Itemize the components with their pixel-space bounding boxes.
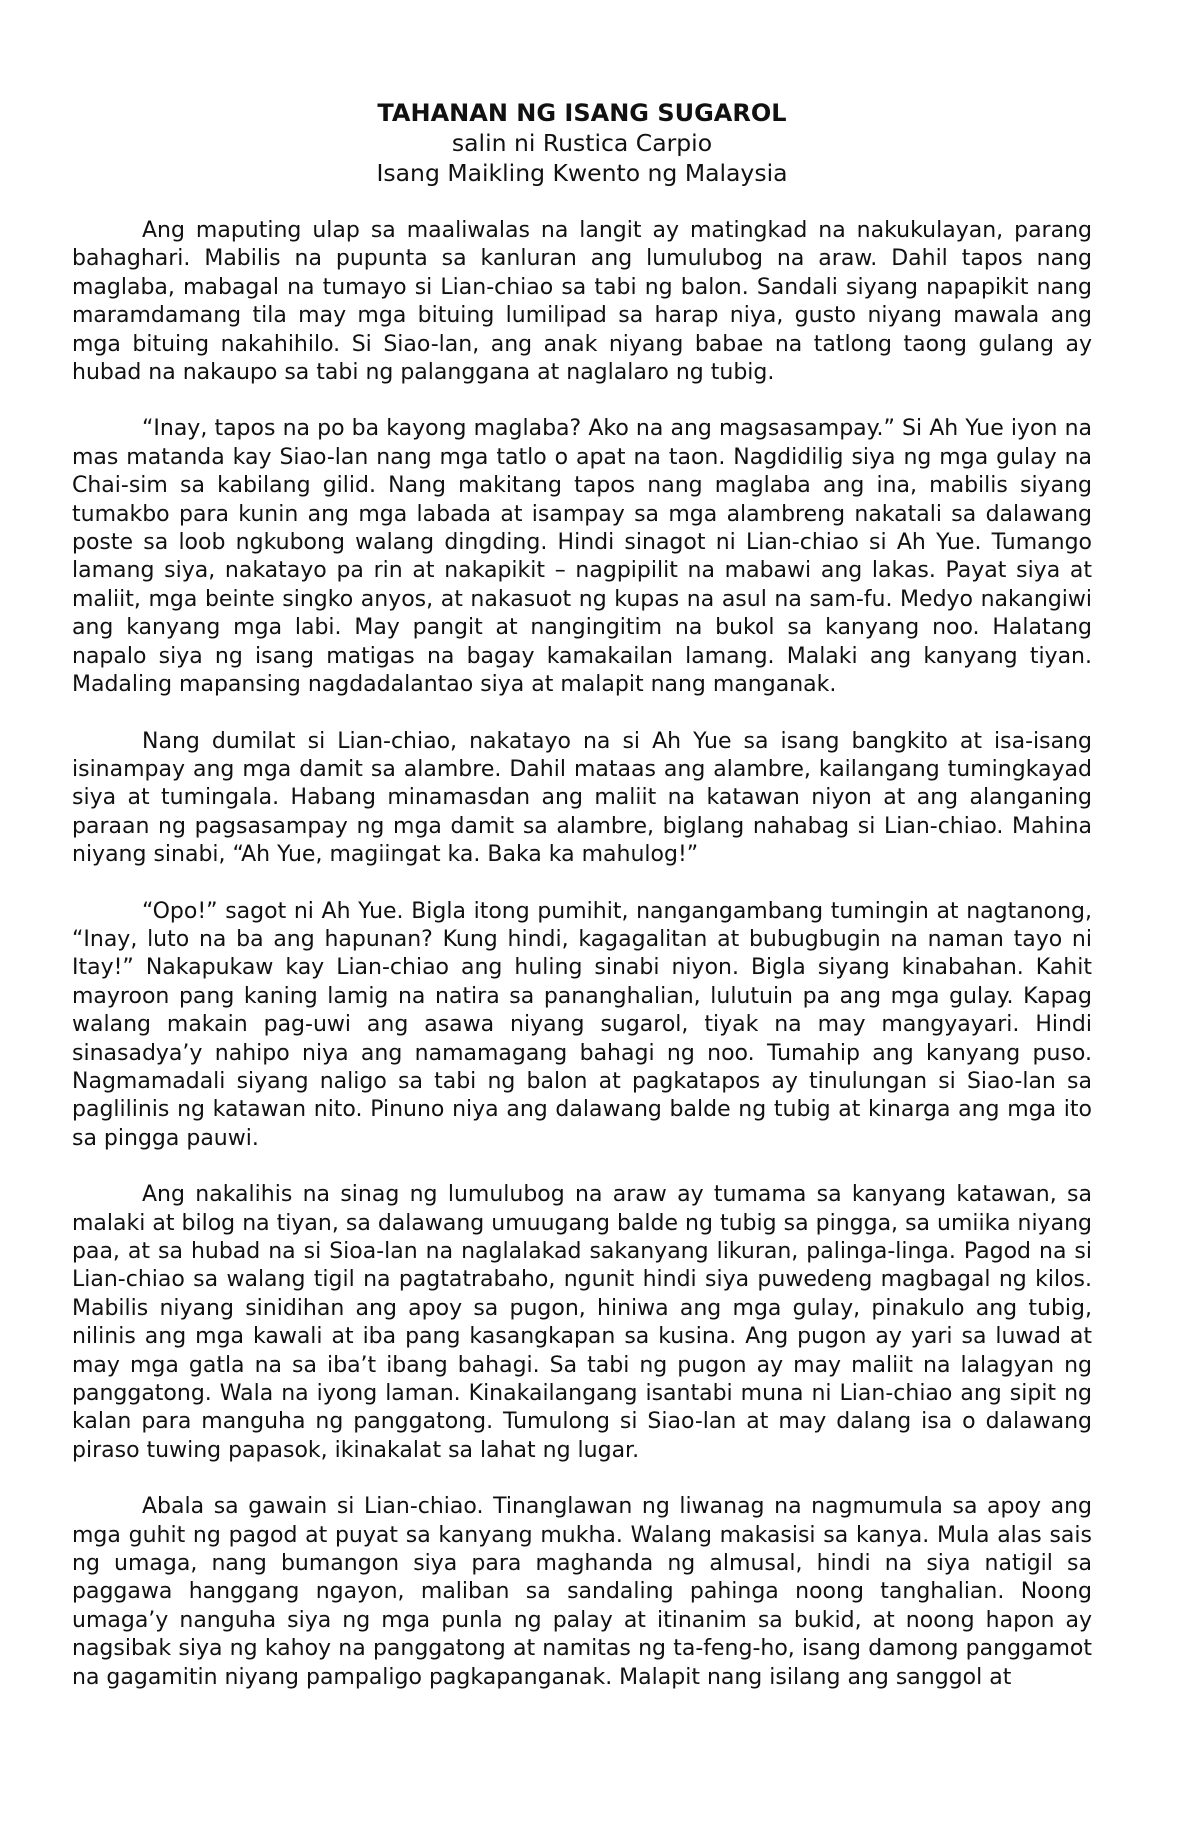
genre-line: Isang Maikling Kwento ng Malaysia — [376, 159, 788, 187]
paragraph-5: Ang nakalihis na sinag ng lumulubog na araw ay tumama sa kanyang katawan, sa malaki at bilog na tiyan, sa dalawang umuugang balde ng tubig sa pingga, sa umiika niyang paa, at sa hubad na si Sioa-lan na naglalakad sakanyang likuran, palinga-linga. Pagod na si Lian-chiao sa walang tigil na pagtatrabaho, ngunit hindi siya puwedeng magbagal ng kilos. Mabilis niyang sinidihan ang apoy sa pugon, hiniwa ang mga gulay, pinakulo ang tubig, nilinis ang mga kawali at iba pang kasangkapan sa kusina. Ang pugon ay yari sa luwad at may mga gatla na sa iba’t ibang bahagi. Sa tabi ng pugon ay may maliit na lalagyan ng panggatong. Wala na iyong laman. Kinakailangang isantabi muna ni Lian-chiao ang sipit ng kalan para manguha ng panggatong. Tumulong si Siao-lan at may dalang isa o dalawang piraso tuwing papasok, ikinakalat sa lahat ng lugar. — [72, 1182, 1092, 1463]
paragraph-2: “Inay, tapos na po ba kayong maglaba? Ako na ang magsasampay.” Si Ah Yue iyon na mas matanda kay Siao-lan nang mga tatlo o apat na taon. Nagdidilig siya ng mga gulay na Chai-sim sa kabilang gilid. Nang makitang tapos nang maglaba ang ina, mabilis siyang tumakbo para kunin ang mga labada at isampay sa mga alambreng nakatali sa dalawang poste sa loob ngkubong walang dingding. Hindi sinagot ni Lian-chiao si Ah Yue. Tumango lamang siya, nakatayo pa rin at nakapikit – nagpipilit na mabawi ang lakas. Payat siya at maliit, mga beinte singko anyos, at nakasuot ng kupas na asul na sam-fu. Medyo nakangiwi ang kanyang mga labi. May pangit at nangingitim na bukol sa kanyang noo. Halatang napalo siya ng isang matigas na bagay kamakailan lamang. Malaki ang kanyang tiyan. Madaling mapansing nagdadalantao siya at malapit nang manganak. — [72, 416, 1092, 698]
paragraph-1: Ang maputing ulap sa maaliwalas na langit ay matingkad na nakukulayan, parang bahaghari. Mabilis na pupunta sa kanluran ang lumulubog na araw. Dahil tapos nang maglaba, mabagal na tumayo si Lian-chiao sa tabi ng balon. Sandali siyang napapikit nang maramdamang tila may mga bituing lumilipad sa harap niya, gusto niyang mawala ang mga bituing nakahihilo. Si Siao-lan, ang anak niyang babae na tatlong taong gulang ay hubad na nakaupo sa tabi ng palanggana at naglalaro ng tubig. — [72, 218, 1092, 386]
translator-line: salin ni Rustica Carpio — [451, 129, 713, 157]
story-body — [72, 217, 1092, 1692]
paragraph-4: “Opo!” sagot ni Ah Yue. Bigla itong pumihit, nangangambang tumingin at nagtanong, “Inay, luto na ba ang hapunan? Kung hindi, kagagalitan at bubugbugin na naman tayo ni Itay!” Nakapukaw kay Lian-chiao ang huling sinabi niyon. Bigla siyang kinabahan. Kahit mayroon pang kaning lamig na natira sa pananghalian, lulutuin pa ang mga gulay. Kapag walang makain pag-uwi ang asawa niyang sugarol, tiyak na may mangyayari. Hindi sinasadya’y nahipo niya ang namamagang bahagi ng noo. Tumahip ang kanyang puso. Nagmamadali siyang naligo sa tabi ng balon at pagkatapos ay tinulungan si Siao-lan sa paglilinis ng katawan nito. Pinuno niya ang dalawang balde ng tubig at kinarga ang mga ito sa pingga pauwi. — [72, 898, 1092, 1151]
paragraph-6: Abala sa gawain si Lian-chiao. Tinanglawan ng liwanag na nagmumula sa apoy ang mga guhit ng pagod at puyat sa kanyang mukha. Walang makasisi sa kanya. Mula alas sais ng umaga, nang bumangon siya para maghanda ng almusal, hindi na siya natigil sa paggawa hanggang ngayon, maliban sa sandaling pahinga noong tanghalian. Noong umaga’y nanguha siya ng mga punla ng palay at itinanim sa bukid, at noong hapon ay nagsibak siya ng kahoy na panggatong at namitas ng ta-feng-ho, isang damong panggamot na gagamitin niyang pampaligo pagkapanganak. Malapit nang isilang ang sanggol at — [72, 1494, 1092, 1690]
document-page — [72, 98, 1092, 1692]
paragraph-3: Nang dumilat si Lian-chiao, nakatayo na si Ah Yue sa isang bangkito at isa-isang isinampay ang mga damit sa alambre. Dahil mataas ang alambre, kailangang tumingkayad siya at tumingala. Habang minamasdan ang maliit na katawan niyon at ang alanganing paraan ng pagsasampay ng mga damit sa alambre, biglang nahabag si Lian-chiao. Mahina niyang sinabi, “Ah Yue, magiingat ka. Baka ka mahulog!” — [72, 728, 1092, 868]
story-title: TAHANAN NG ISANG SUGAROL — [377, 99, 787, 127]
